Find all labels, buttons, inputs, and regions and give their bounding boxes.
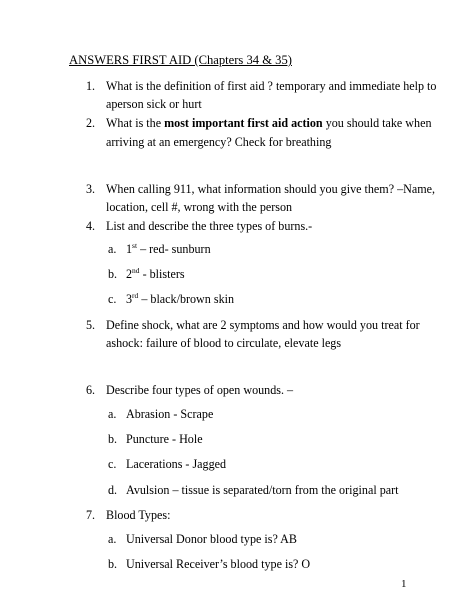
question-4-item-a-letter: a. <box>108 242 117 256</box>
item-text: - blisters <box>139 267 185 281</box>
question-7-item-b-letter: b. <box>108 557 118 571</box>
question-4-item-b-letter: b. <box>108 267 118 281</box>
question-6-item-a: Abrasion - Scrape <box>126 407 214 421</box>
question-5-line-1: Define shock, what are 2 symptoms and how would you treat for <box>106 318 420 332</box>
question-6-item-a-letter: a. <box>108 407 117 421</box>
question-3-line-1: When calling 911, what information should you give them? –Name, <box>106 182 436 196</box>
question-4-item-b <box>126 267 185 281</box>
question-3-number: 3. <box>86 182 96 196</box>
item-text: – red- sunburn <box>137 242 211 256</box>
item-ordinal-suffix: st <box>132 241 138 250</box>
question-4-item-a <box>126 242 211 256</box>
item-ordinal-suffix: nd <box>132 266 140 275</box>
question-2-text-pre: What is the <box>106 116 165 130</box>
question-6-item-d-letter: d. <box>108 483 118 497</box>
question-6-item-c-letter: c. <box>108 457 117 471</box>
question-6-line-1: Describe four types of open wounds. – <box>106 383 294 397</box>
question-4-item-c <box>126 292 234 306</box>
question-7-item-a: Universal Donor blood type is? AB <box>126 532 297 546</box>
question-2-line-1 <box>106 116 432 130</box>
question-5-number: 5. <box>86 318 96 332</box>
item-ordinal: 1 <box>126 242 133 256</box>
question-5-line-2: ashock: failure of blood to circulate, elevate legs <box>106 336 342 350</box>
question-6-number: 6. <box>86 383 96 397</box>
question-2-text-bold: most important first aid action <box>164 116 323 130</box>
question-6-item-b: Puncture - Hole <box>126 432 203 446</box>
page-number: 1 <box>401 578 407 590</box>
item-text: – black/brown skin <box>138 292 235 306</box>
question-1-line-1: What is the definition of first aid ? temporary and immediate help to <box>106 79 437 93</box>
question-7-item-a-letter: a. <box>108 532 117 546</box>
question-7-number: 7. <box>86 508 96 522</box>
question-2-number: 2. <box>86 116 96 130</box>
question-7-line-1: Blood Types: <box>106 508 171 522</box>
question-3-line-2: location, cell #, wrong with the person <box>106 200 293 214</box>
question-4-item-c-letter: c. <box>108 292 117 306</box>
question-6-item-d: Avulsion – tissue is separated/torn from the original part <box>126 483 399 497</box>
item-ordinal: 3 <box>126 292 133 306</box>
question-7-item-b: Universal Receiver’s blood type is? O <box>126 557 311 571</box>
question-1-number: 1. <box>86 79 96 93</box>
page-title: ANSWERS FIRST AID (Chapters 34 & 35) <box>69 53 292 67</box>
question-2-text-post: you should take when <box>322 116 432 130</box>
question-6-item-c: Lacerations - Jagged <box>126 457 227 471</box>
question-6-item-b-letter: b. <box>108 432 118 446</box>
question-2-line-2: arriving at an emergency? Check for breathing <box>106 135 332 149</box>
question-1-line-2: aperson sick or hurt <box>106 97 202 111</box>
item-ordinal-suffix: rd <box>132 291 139 300</box>
item-ordinal: 2 <box>126 267 133 281</box>
question-4-number: 4. <box>86 219 96 233</box>
question-4-line-1: List and describe the three types of burns.- <box>106 219 313 233</box>
